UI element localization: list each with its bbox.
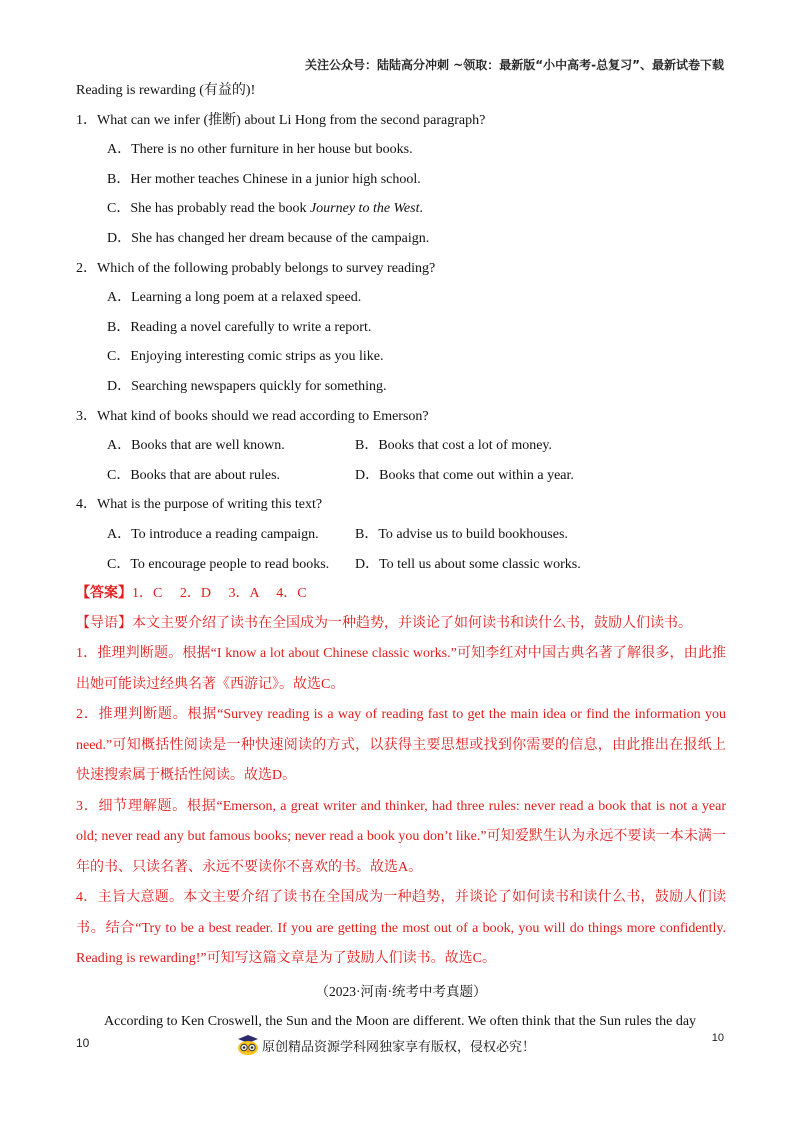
question-3-options-row-2 — [76, 461, 726, 491]
explanation-item-4: 4．主旨大意题。本文主要介绍了读书在全国成为一种趋势，并谈论了如何读书和读什么书，鼓励人们读书。结合“Try to be a best reader. If you are getting the most out of a book, you will do things more confidently. Reading is rewarding!”可知写这篇文章是为了鼓励人们读书。故选C。 — [76, 890, 726, 967]
question-3-stem: 3．What kind of books should we read according to Emerson? — [76, 408, 429, 424]
question-4-option-b: B．To advise us to build bookhouses. — [355, 526, 568, 542]
explanation — [76, 609, 726, 975]
next-passage-start: According to Ken Croswell, the Sun and the Moon are different. We often think that the Sun rules the day — [104, 1013, 697, 1029]
question-3-option-a: A．Books that are well known. — [107, 438, 285, 454]
option-c-text: C．She has probably read the book — [107, 201, 310, 217]
question-4-stem: 4．What is the purpose of writing this text? — [76, 497, 323, 513]
question-3-options-row-1 — [76, 431, 726, 461]
option-c-end: . — [419, 201, 423, 217]
book-title: Journey to the West — [309, 201, 420, 217]
question-4-option-d: D．To tell us about some classic works. — [355, 556, 581, 572]
explanation-item-3: 3．细节理解题。根据“Emerson, a great writer and thinker, had three rules: never read a book that is not a year old; never read any but famous books; never read a book you don’t like.”可知爱默生认为永远不要读一本未满一年的书、只读名著、永远不要读你不喜欢的书。故选A。 — [76, 798, 726, 875]
question-1-option-c — [76, 194, 726, 224]
question-3-option-d: D．Books that come out within a year. — [355, 467, 574, 483]
question-1-option-b: B．Her mother teaches Chinese in a junior high school. — [107, 171, 421, 187]
question-2-option-d: D．Searching newspapers quickly for something. — [107, 378, 387, 394]
question-2-option-b: B．Reading a novel carefully to write a report. — [107, 319, 372, 335]
question-4-option-a: A．To introduce a reading campaign. — [107, 526, 319, 542]
question-1-option-a: A．There is no other furniture in her house but books. — [107, 142, 413, 158]
page-footer — [76, 1032, 724, 1056]
answer-tag: 【答案】 — [76, 585, 132, 602]
owl-logo-icon — [236, 1034, 260, 1056]
document-body — [76, 76, 726, 1037]
question-3-option-b: B．Books that cost a lot of money. — [355, 438, 553, 454]
question-2-option-a: A．Learning a long poem at a relaxed speed. — [107, 290, 362, 306]
question-4-option-c: C．To encourage people to read books. — [107, 556, 330, 572]
page-number-left: 10 — [76, 1036, 90, 1050]
question-2-stem: 2．Which of the following probably belongs to survey reading? — [76, 260, 436, 276]
explanation-item-2: 2．推理判断题。根据“Survey reading is a way of reading fast to get the main idea or find the information you need.”可知概括性阅读是一种快速阅读的方式，以获得主要思想或找到你需要的信息，由此推出在报纸上快速搜索属于概括性阅读。故选D。 — [76, 707, 726, 784]
passage-closing-line: Reading is rewarding (有益的)! — [76, 83, 256, 98]
copyright-notice — [236, 1034, 535, 1056]
explanation-item-1: 1．推理判断题。根据“I know a lot about Chinese classic works.”可知李红对中国古典名著了解很多，由此推出她可能读过经典名著《西游记》。故选C。 — [76, 646, 726, 692]
answer-text: 1．C 2．D 3．A 4．C — [132, 586, 307, 602]
question-1-stem: 1．What can we infer (推断) about Li Hong from the second paragraph? — [76, 112, 486, 128]
page-number-right: 10 — [711, 1032, 724, 1044]
question-4-options-row-2 — [76, 550, 726, 580]
copyright-text: 原创精品资源学科网独家享有版权，侵权必究！ — [262, 1039, 536, 1055]
page-header: 关注公众号：陆陆高分冲刺 ~领取：最新版“小中高考-总复习”、最新试卷下载 — [305, 58, 724, 72]
question-4-options-row-1 — [76, 520, 726, 550]
explanation-guide: 【导语】本文主要介绍了读书在全国成为一种趋势，并谈论了如何读书和读什么书，鼓励人们读书。 — [76, 615, 692, 631]
question-1-option-d: D．She has changed her dream because of the campaign. — [107, 230, 430, 246]
source-label: （2023·河南·统考中考真题） — [315, 983, 487, 999]
answer-line — [76, 579, 726, 609]
question-2-option-c: C．Enjoying interesting comic strips as you like. — [107, 349, 384, 365]
question-3-option-c: C．Books that are about rules. — [107, 467, 281, 483]
